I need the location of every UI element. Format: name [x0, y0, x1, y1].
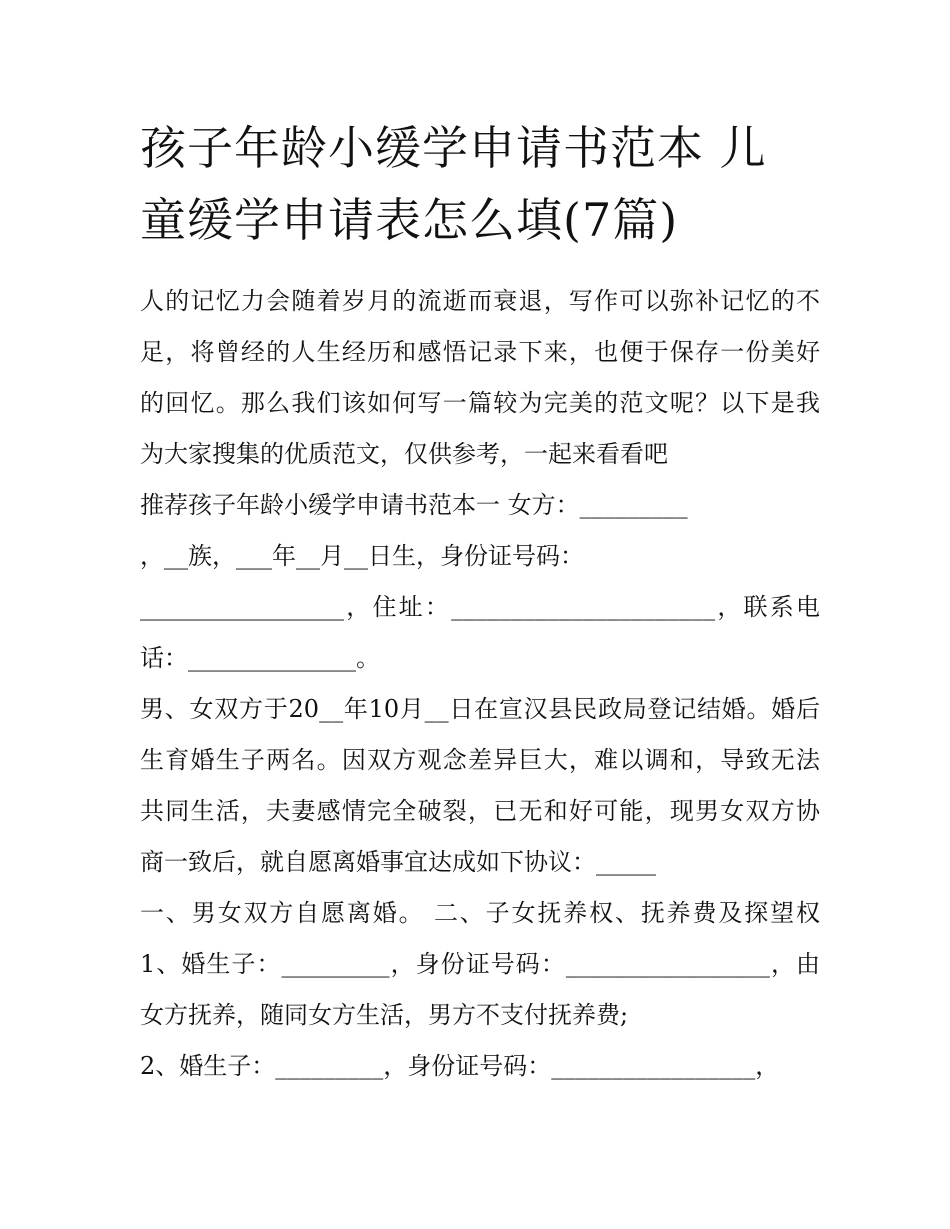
paragraph-line: 足，将曾经的人生经历和感悟记录下来，也便于保存一份美好 — [140, 338, 820, 366]
paragraph-line: 2、婚生子：_________，身份证号码：_________________， — [140, 1052, 780, 1080]
paragraph-line: 1、婚生子：_________，身份证号码：_________________，由 — [140, 950, 820, 978]
paragraph-line: 一、男女双方自愿离婚。 二、子女抚养权、抚养费及探望权 — [140, 899, 820, 927]
document-body — [140, 276, 820, 1092]
title-line: 童缓学申请表怎么填(7篇) — [140, 193, 679, 247]
paragraph-line: 生育婚生子两名。因双方观念差异巨大，难以调和，导致无法 — [140, 746, 820, 774]
paragraph-line: ，__族，___年__月__日生，身份证号码： — [140, 542, 584, 570]
paragraph-line: 话：______________。 — [140, 644, 380, 672]
paragraph-line: 的回忆。那么我们该如何写一篇较为完美的范文呢？以下是我 — [140, 389, 820, 417]
paragraph-line: 共同生活，夫妻感情完全破裂，已无和好可能，现男女双方协 — [140, 797, 820, 825]
paragraph-line: 商一致后，就自愿离婚事宜达成如下协议：_____ — [140, 848, 656, 876]
paragraph-line: 人的记忆力会随着岁月的流逝而衰退，写作可以弥补记忆的不 — [140, 287, 820, 315]
title-line: 孩子年龄小缓学申请书范本 儿 — [140, 121, 767, 175]
paragraph-line: 男、女双方于20__年10月__日在宣汉县民政局登记结婚。婚后 — [140, 695, 820, 723]
paragraph-line: _________________，住址：______________________，联系电 — [140, 593, 820, 621]
paragraph-line: 为大家搜集的优质范文，仅供参考，一起来看看吧 — [140, 440, 668, 468]
paragraph-line: 推荐孩子年龄小缓学申请书范本一 女方：_________ — [140, 491, 688, 519]
document-title — [140, 112, 820, 256]
paragraph-line: 女方抚养，随同女方生活，男方不支付抚养费; — [140, 1001, 629, 1029]
